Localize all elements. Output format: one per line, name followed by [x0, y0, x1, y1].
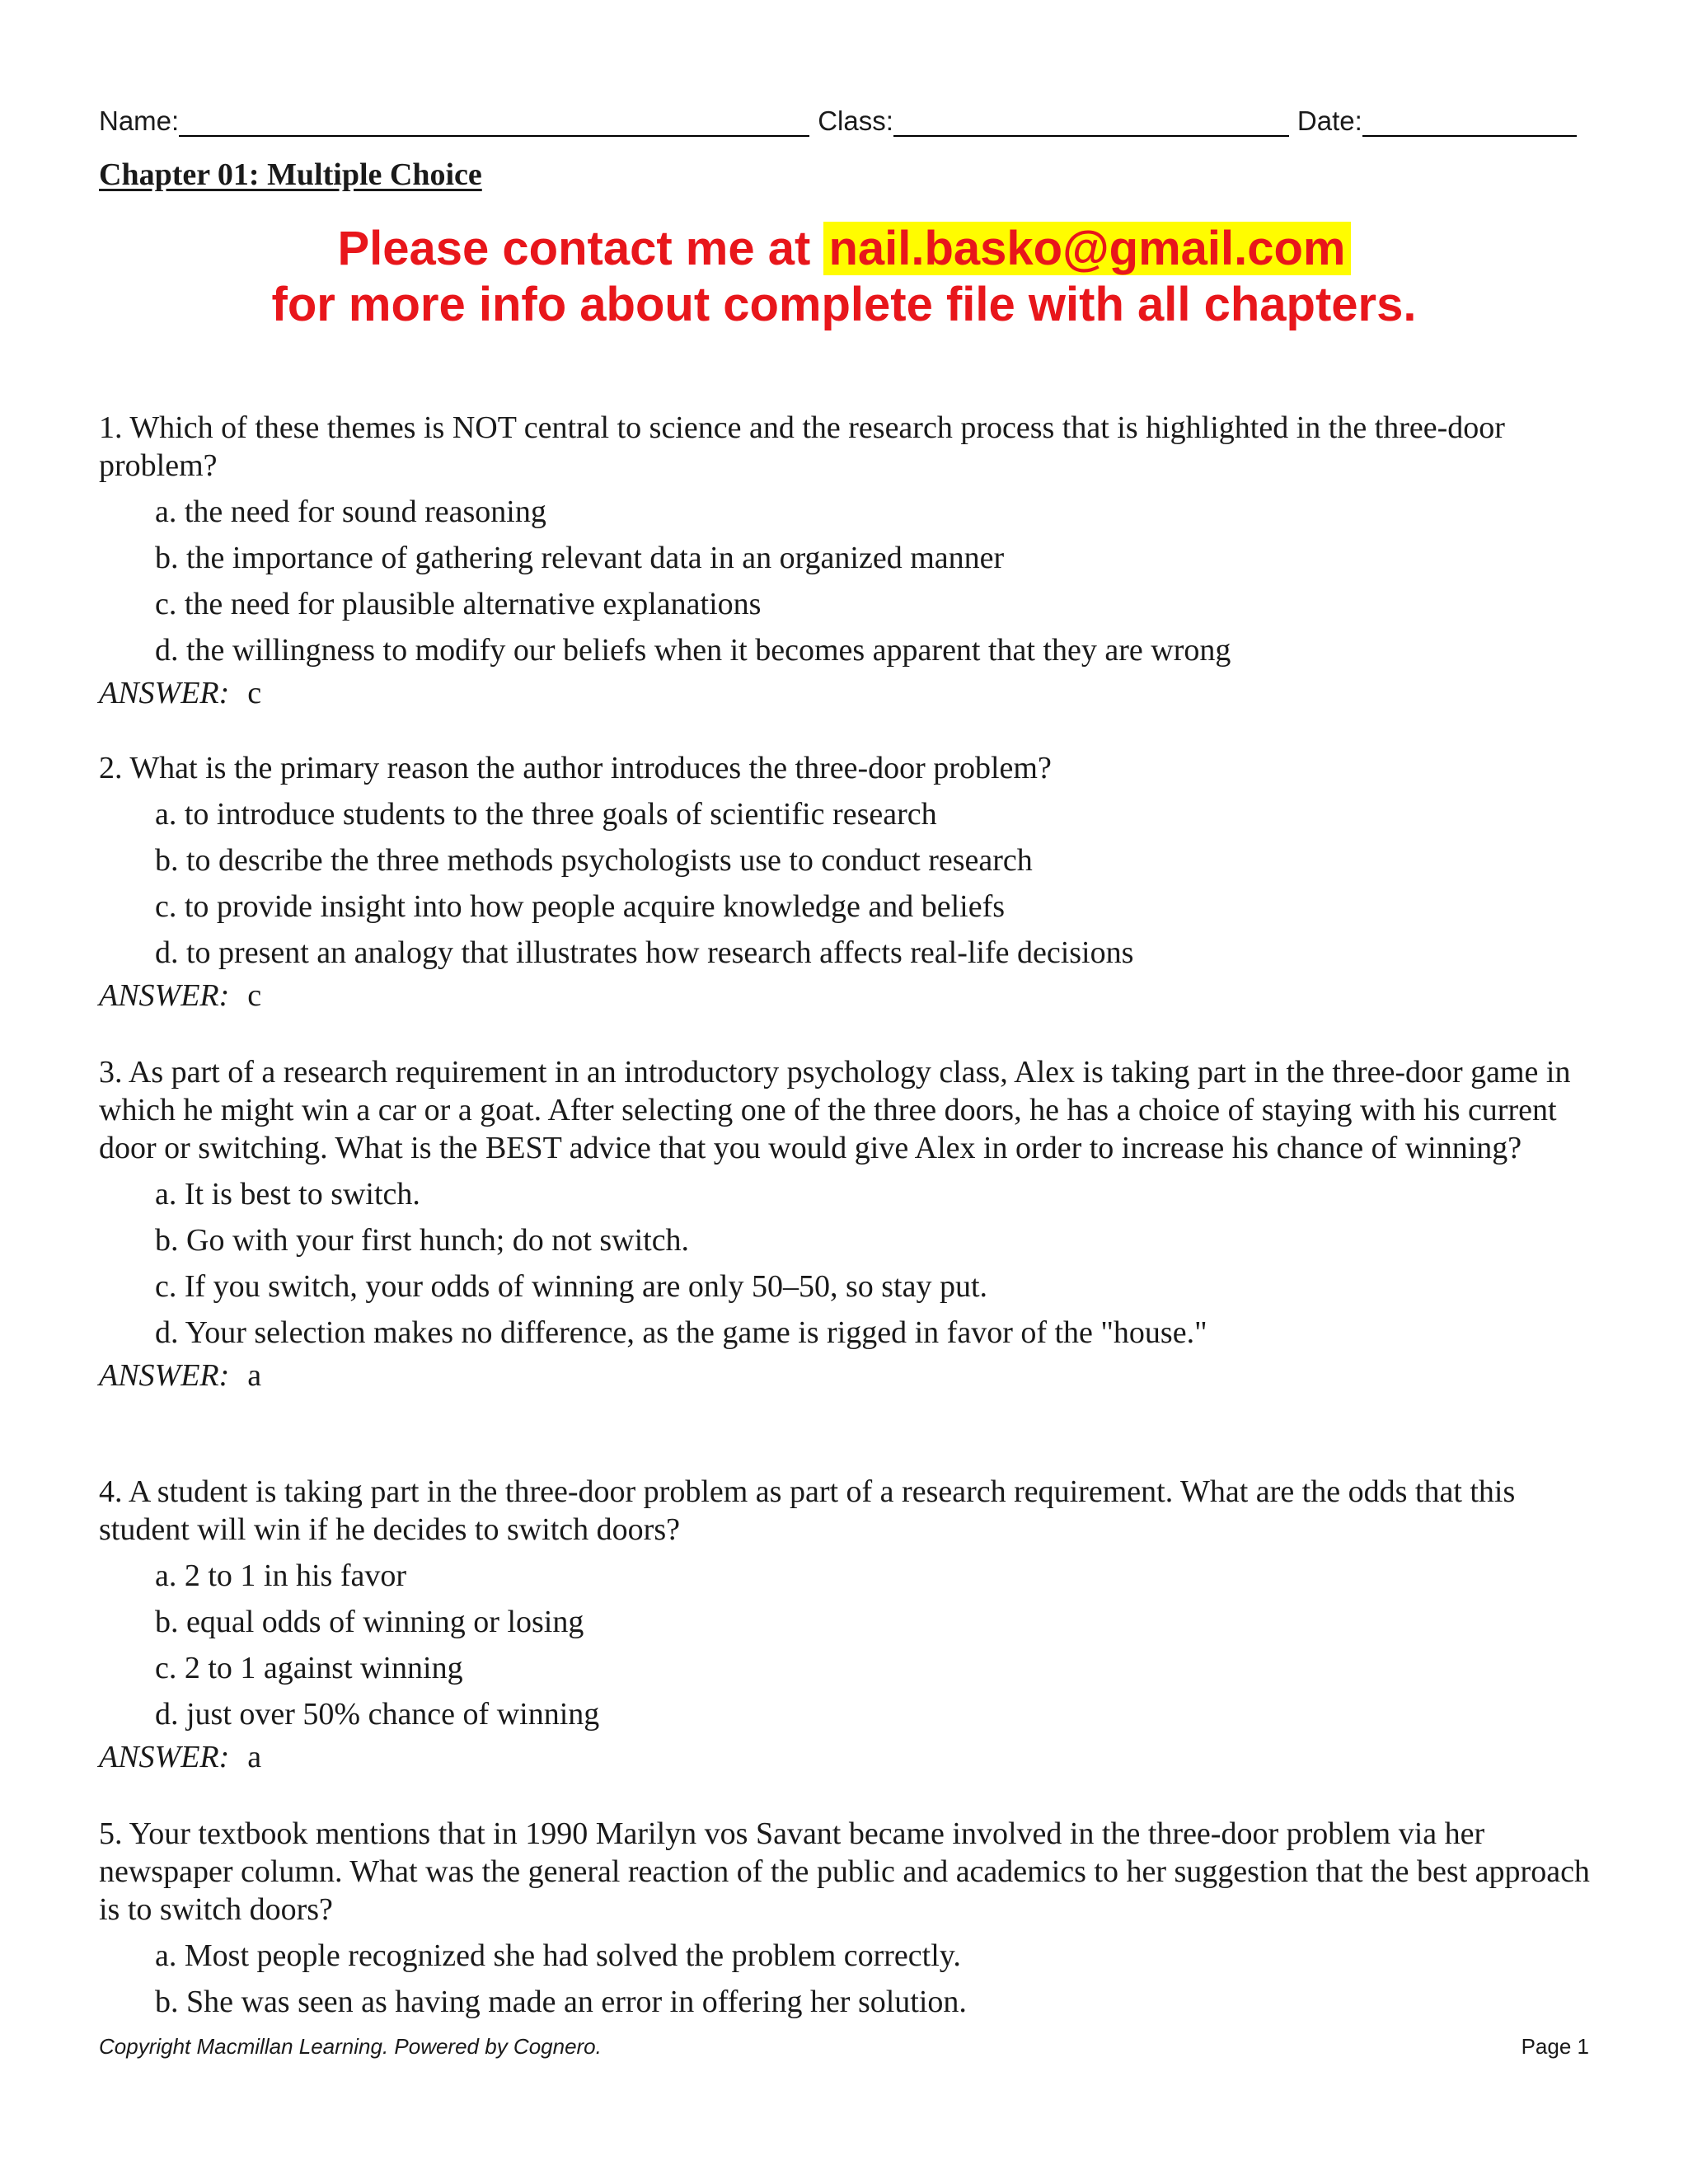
student-info-header [99, 97, 1589, 137]
option-a: a. the need for sound reasoning [155, 494, 546, 529]
answer-label: ANSWER: [99, 676, 230, 710]
question-stem: 4. A student is taking part in the three-door problem as part of a research requirement. What are the odds that this student will win if he decides to switch doors? [99, 1474, 1516, 1547]
class-field [818, 104, 1289, 137]
option-d: d. the willingness to modify our beliefs when it becomes apparent that they are wrong [155, 633, 1231, 668]
option-d: d. Your selection makes no difference, as the game is rigged in favor of the "house." [155, 1315, 1207, 1350]
option-a: a. Most people recognized she had solved the problem correctly. [155, 1938, 961, 1973]
copyright-text: Copyright Macmillan Learning. Powered by Cognero. [99, 2034, 602, 2059]
answer-value: a [247, 1740, 262, 1774]
option-a: a. 2 to 1 in his favor [155, 1558, 407, 1593]
answer-line [99, 1738, 1591, 1776]
question-1 [99, 409, 1591, 712]
date-label: Date: [1296, 105, 1362, 136]
answer-value: c [247, 978, 262, 1013]
option-b: b. to describe the three methods psychologists use to conduct research [155, 843, 1033, 878]
answer-line [99, 674, 1591, 712]
answer-label: ANSWER: [99, 978, 230, 1013]
option-b: b. equal odds of winning or losing [155, 1605, 584, 1639]
chapter-title: Chapter 01: Multiple Choice [99, 157, 482, 192]
name-label: Name: [99, 105, 180, 136]
answer-value: c [247, 676, 262, 710]
name-blank [179, 104, 809, 137]
option-c: c. If you switch, your odds of winning are only 50–50, so stay put. [155, 1269, 988, 1304]
option-d: d. to present an analogy that illustrates how research affects real-life decisions [155, 935, 1134, 970]
option-c: c. the need for plausible alternative explanations [155, 587, 762, 621]
answer-value: a [247, 1358, 262, 1393]
question-5 [99, 1815, 1591, 2021]
answer-label: ANSWER: [99, 1358, 230, 1393]
page-number: Page 1 [1521, 2034, 1589, 2059]
option-d: d. just over 50% chance of winning [155, 1697, 600, 1732]
promo-prefix: Please contact me at [337, 222, 824, 275]
question-stem: 2. What is the primary reason the author introduces the three-door problem? [99, 751, 1052, 785]
promo-line-2: for more info about complete file with all chapters. [271, 278, 1417, 331]
question-stem: 1. Which of these themes is NOT central to science and the research process that is highlighted in the three-door problem? [99, 410, 1505, 483]
option-b: b. Go with your first hunch; do not switch. [155, 1223, 690, 1258]
question-4 [99, 1473, 1591, 1776]
class-label: Class: [818, 105, 893, 136]
promo-line-1 [0, 221, 1688, 276]
option-a: a. to introduce students to the three goals of scientific research [155, 797, 937, 832]
page-footer [99, 2034, 1589, 2060]
answer-line [99, 1357, 1591, 1394]
option-c: c. to provide insight into how people acquire knowledge and beliefs [155, 889, 1006, 924]
name-field [99, 104, 809, 137]
question-stem: 3. As part of a research requirement in an introductory psychology class, Alex is taking part in the three-door game in which he might win a car or a goat. After selecting one of the three doors, he has a choice of staying with his current door or switching. What is the BEST advice that you would give Alex in order to increase his chance of winning? [99, 1055, 1571, 1165]
option-b: b. She was seen as having made an error in offering her solution. [155, 1985, 967, 2019]
option-b: b. the importance of gathering relevant data in an organized manner [155, 541, 1005, 575]
promo-email: nail.basko@gmail.com [823, 222, 1350, 275]
question-stem: 5. Your textbook mentions that in 1990 Marilyn vos Savant became involved in the three-door problem via her newspaper column. What was the general reaction of the public and academics to her suggestion that the best approach is to switch doors? [99, 1816, 1590, 1927]
answer-label: ANSWER: [99, 1740, 230, 1774]
class-blank [893, 104, 1289, 137]
question-2 [99, 749, 1591, 1015]
question-3 [99, 1053, 1591, 1394]
date-field [1297, 104, 1577, 137]
option-a: a. It is best to switch. [155, 1177, 420, 1212]
option-c: c. 2 to 1 against winning [155, 1651, 463, 1685]
answer-line [99, 977, 1591, 1015]
date-blank [1362, 104, 1577, 137]
